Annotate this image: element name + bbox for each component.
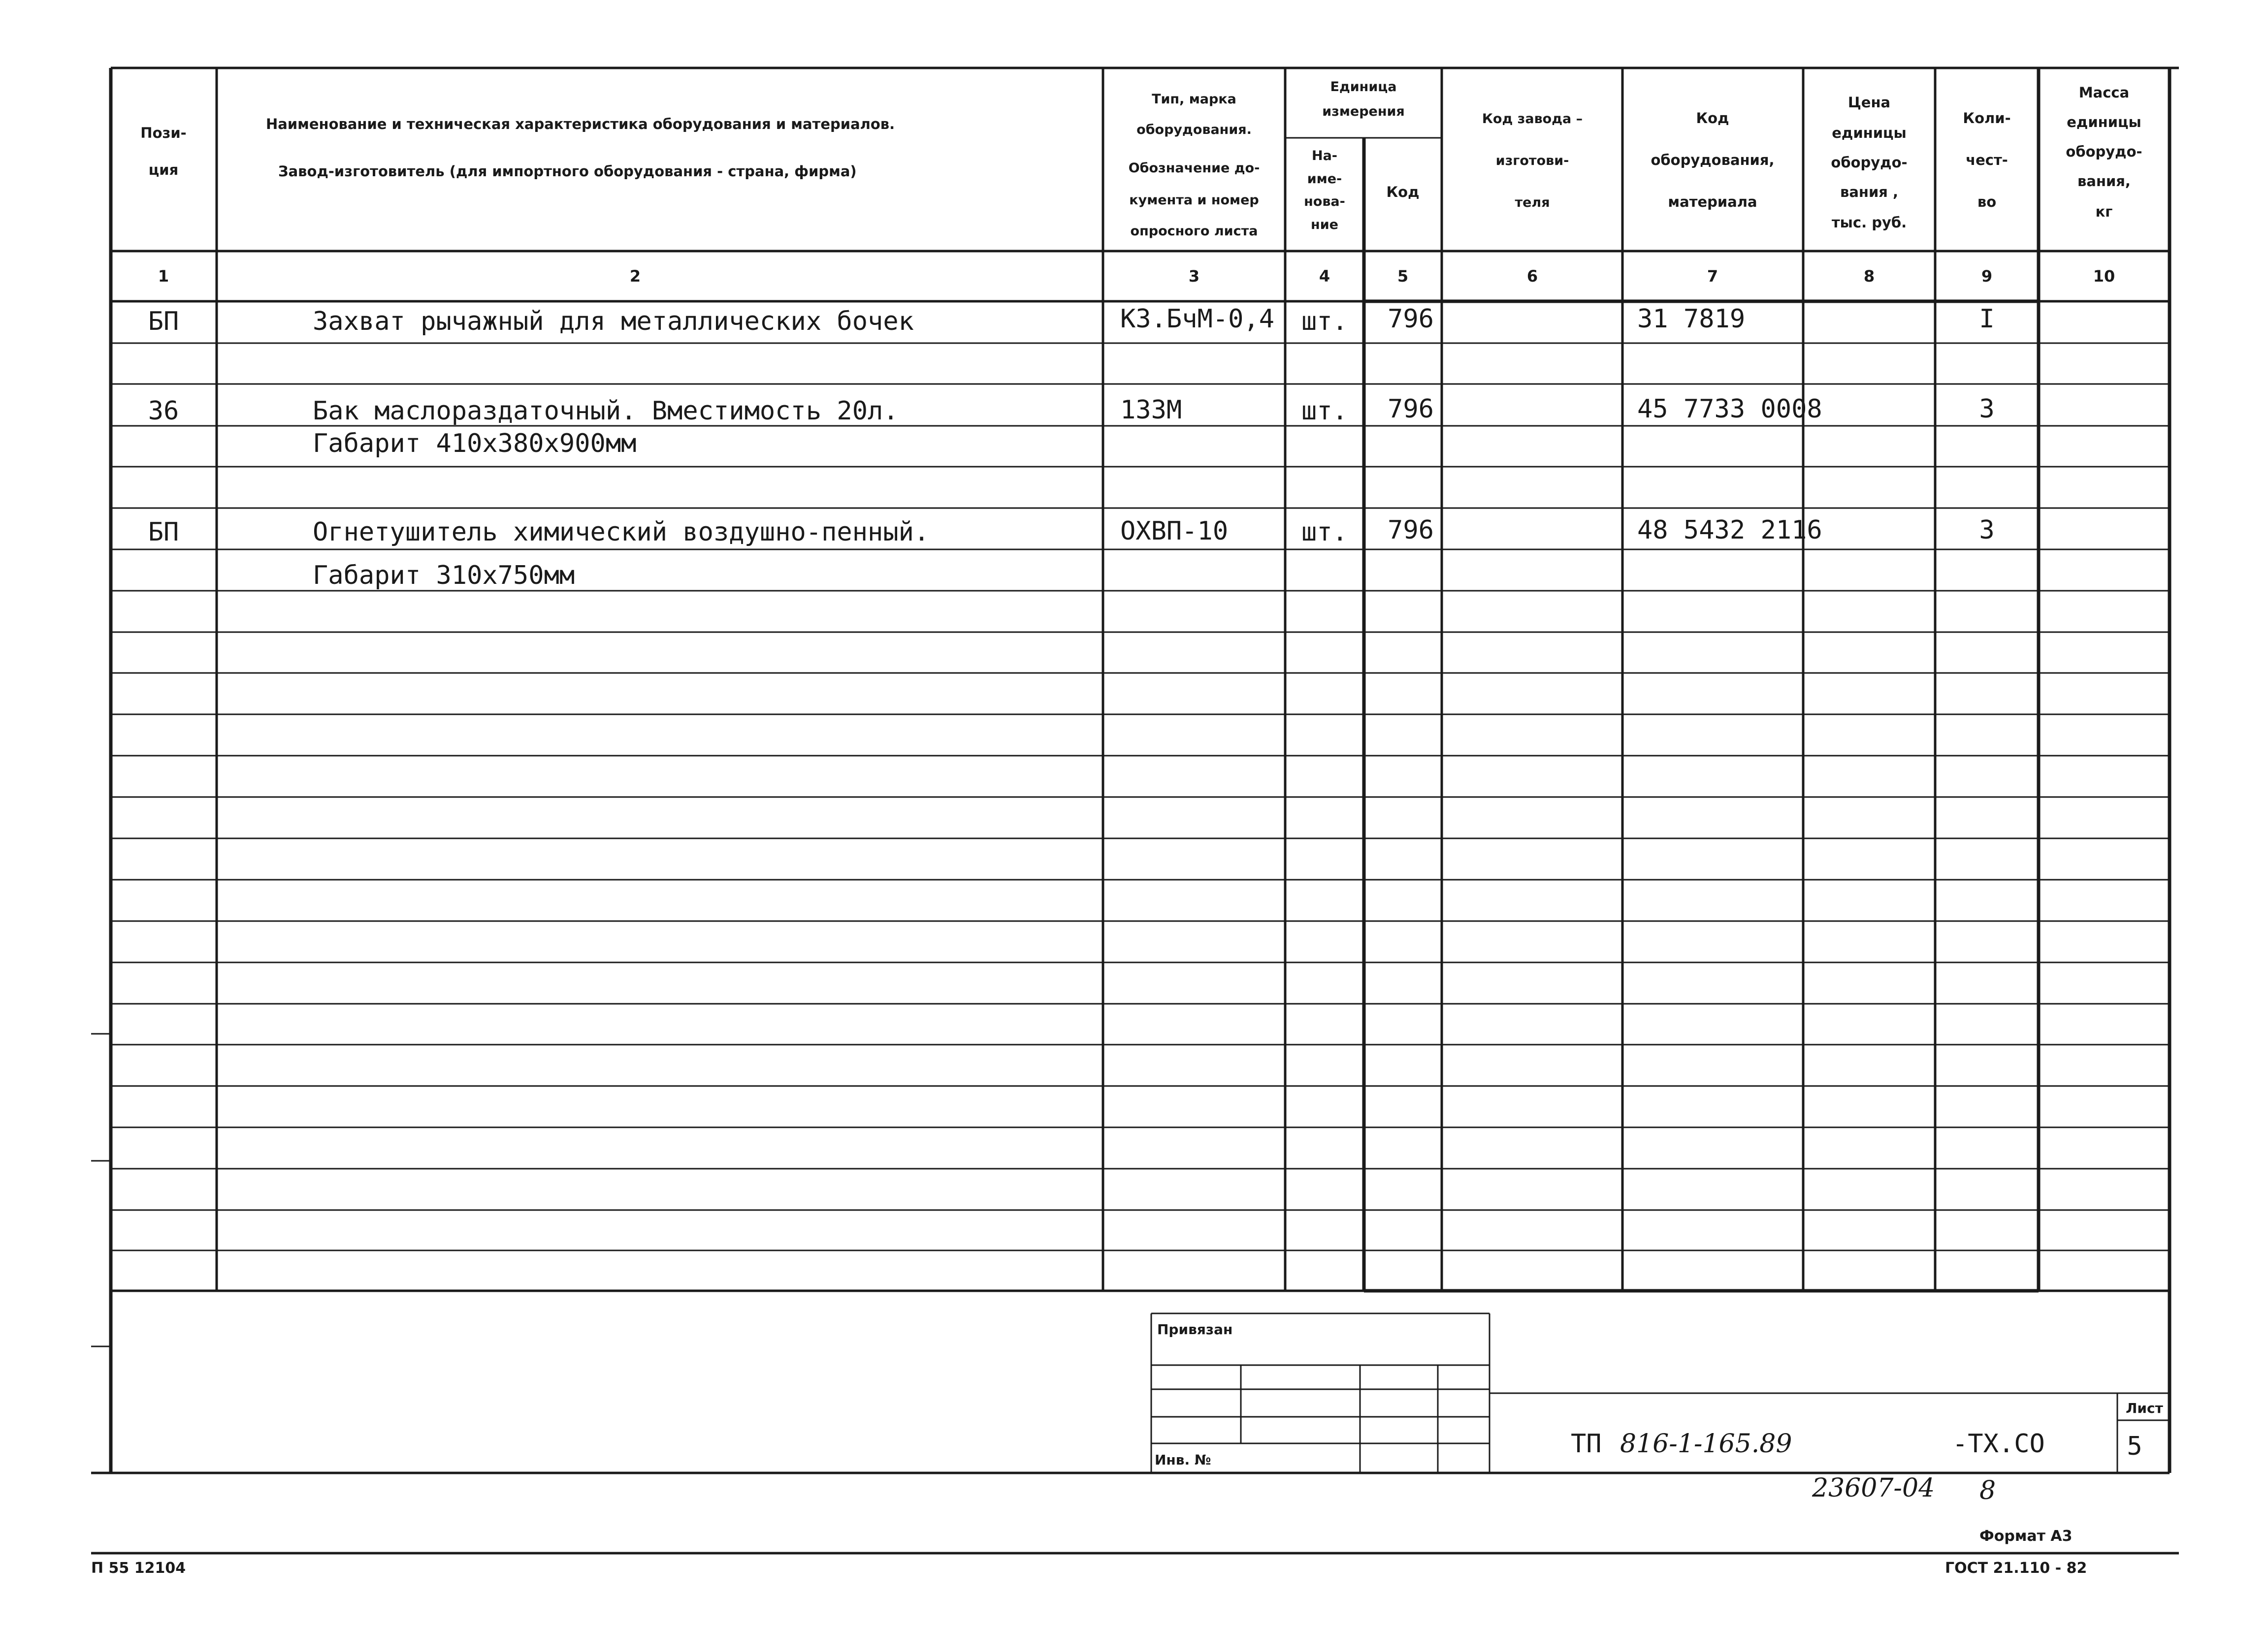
- column-number: 10: [2093, 267, 2115, 286]
- header-col3-line4: кумента и номер: [1129, 192, 1259, 208]
- cell-unit: шт.: [1301, 517, 1348, 547]
- header-col4-line1: На-: [1311, 148, 1338, 163]
- cell-unit-code: 796: [1388, 304, 1434, 334]
- header-col7-line1: Код: [1696, 110, 1729, 127]
- column-number: 6: [1526, 267, 1538, 286]
- gost-label: ГОСТ 21.110 - 82: [1945, 1560, 2087, 1577]
- cell-position: 36: [148, 396, 179, 426]
- linked-label: Привязан: [1157, 1321, 1233, 1338]
- cell-name: Габарит 410х380х900мм: [313, 429, 637, 458]
- document-suffix: -ТХ.СО: [1952, 1429, 2045, 1459]
- document-number: 816-1-165.89: [1620, 1429, 1792, 1459]
- cell-code: 31 7819: [1637, 304, 1746, 334]
- title-block: [1155, 1321, 2164, 1505]
- header-col3-line1: Тип, марка: [1152, 92, 1236, 107]
- cell-type: ОХВП-10: [1120, 516, 1229, 546]
- column-number: 9: [1981, 267, 1993, 286]
- cell-unit: шт.: [1301, 396, 1348, 426]
- header-col10-line2: единицы: [2067, 114, 2141, 130]
- cell-type: КЗ.БчМ-0,4: [1120, 304, 1275, 334]
- header-col2-line1: Наименование и техническая характеристика оборудования и материалов.: [266, 116, 895, 132]
- sheet-number: 5: [2127, 1432, 2142, 1461]
- sheet-code: П 55 12104: [91, 1560, 186, 1577]
- header-col4-line2: име-: [1307, 171, 1342, 187]
- stamp-number: 23607-04: [1812, 1473, 1935, 1503]
- header-col6-line2: изготови-: [1495, 153, 1569, 168]
- column-number-row: [158, 267, 2115, 286]
- column-number: 5: [1397, 267, 1409, 286]
- header-col5: Код: [1386, 184, 1420, 200]
- cell-unit-code: 796: [1388, 394, 1434, 424]
- cell-unit: шт.: [1301, 307, 1348, 336]
- header-col2-line2: Завод-изготовитель (для импортного оборудования - страна, фирма): [278, 163, 857, 180]
- header-col9-line3: во: [1977, 193, 1997, 210]
- cell-name: Огнетушитель химический воздушно-пенный.: [313, 517, 930, 547]
- header-unit-group-line2: измерения: [1322, 104, 1405, 119]
- cell-type: 133М: [1120, 395, 1182, 425]
- header-col6-line3: теля: [1515, 195, 1550, 210]
- cell-name: Захват рычажный для металлических бочек: [313, 307, 914, 336]
- header-col9-line1: Коли-: [1963, 110, 2011, 127]
- column-number: 1: [158, 267, 169, 286]
- header-col10-line1: Масса: [2078, 84, 2130, 101]
- cell-position: БП: [148, 307, 179, 336]
- header-col6-line1: Код завода –: [1482, 111, 1583, 127]
- header-col3-line2: оборудования.: [1136, 122, 1252, 137]
- table-row: [148, 304, 1995, 336]
- cell-name: Габарит 310х750мм: [313, 561, 575, 590]
- inventory-number-label: Инв. №: [1155, 1452, 1211, 1468]
- column-number: 3: [1188, 267, 1200, 286]
- table-header: [140, 79, 2142, 239]
- header-col1-line2: ция: [148, 161, 179, 178]
- header-col8-line1: Цена: [1847, 94, 1891, 111]
- table-row: [313, 429, 636, 458]
- column-number: 4: [1319, 267, 1330, 286]
- header-col3-line5: опросного листа: [1130, 223, 1258, 239]
- header-col8-line2: единицы: [1832, 125, 1907, 141]
- cell-unit-code: 796: [1388, 515, 1434, 545]
- header-col8-line5: тыс. руб.: [1831, 214, 1907, 231]
- header-col10-line5: кг: [2095, 203, 2113, 220]
- header-col7-line2: оборудования,: [1651, 152, 1775, 168]
- cell-code: 45 7733 0008: [1637, 394, 1822, 424]
- table-row: [148, 394, 1995, 426]
- cell-name: Бак маслораздаточный. Вместимость 20л.: [313, 396, 899, 426]
- column-number: 2: [629, 267, 641, 286]
- cell-quantity: 3: [1979, 394, 1995, 424]
- header-col10-line4: вания,: [2077, 173, 2131, 190]
- header-col8-line4: вания ,: [1840, 184, 1899, 200]
- cell-quantity: 3: [1979, 515, 1995, 545]
- stamp-page: 8: [1979, 1476, 1996, 1505]
- header-col3-line3: Обозначение до-: [1128, 160, 1260, 176]
- table-grid: [91, 68, 2179, 1553]
- header-col7-line3: материала: [1668, 193, 1757, 210]
- header-unit-group-line1: Единица: [1330, 79, 1397, 95]
- column-number: 7: [1707, 267, 1718, 286]
- document-code: ТП: [1571, 1429, 1602, 1459]
- header-col9-line2: чест-: [1966, 152, 2008, 168]
- header-col4-line4: ние: [1311, 217, 1338, 232]
- cell-quantity: I: [1979, 304, 1995, 334]
- header-col4-line3: нова-: [1304, 194, 1345, 209]
- header-col8-line3: оборудо-: [1831, 154, 1908, 171]
- column-number: 8: [1863, 267, 1875, 286]
- table-row: [148, 515, 1995, 547]
- cell-position: БП: [148, 517, 179, 547]
- format-label: Формат А3: [1979, 1528, 2073, 1545]
- cell-code: 48 5432 2116: [1637, 515, 1822, 545]
- sheet-label: Лист: [2126, 1400, 2163, 1416]
- header-col10-line3: оборудо-: [2066, 143, 2142, 160]
- header-col1-line1: Пози-: [140, 125, 187, 141]
- table-row: [313, 561, 575, 590]
